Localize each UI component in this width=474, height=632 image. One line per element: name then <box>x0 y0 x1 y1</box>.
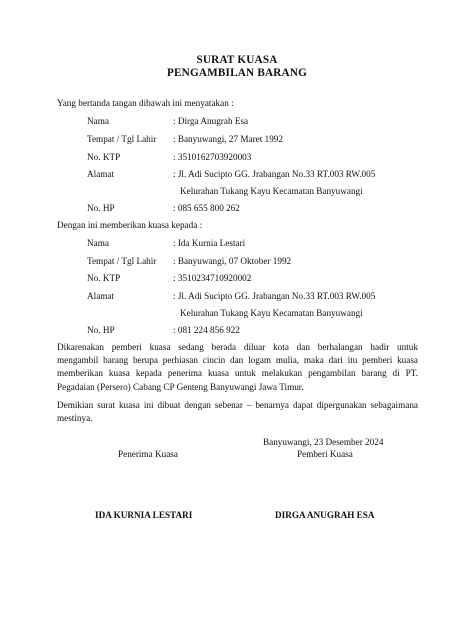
grantee-name-label: Nama <box>87 238 109 248</box>
grantee-address-value: : Jl. Adi Sucipto GG. Jrabangan No.33 RT.003 RW.005 <box>173 291 376 301</box>
body-p2-line: mestinya. <box>57 413 93 424</box>
body-p1-line: Pegadaian (Persero) Cabang CP Genteng Banyuwangi Jawa Timur. <box>57 381 304 392</box>
grantor-birth-value: : Banyuwangi, 27 Maret 1992 <box>173 134 283 144</box>
grantor-name-value: : Dirga Anugrah Esa <box>173 116 249 126</box>
grantee-phone-value: : 081 224 856 922 <box>173 325 240 335</box>
body-p2-line: Demikian surat kuasa ini dibuat dengan sebenar – benarnya dapat dipergunakan sebagaimana <box>57 400 418 410</box>
grantor-ktp-label: No. KTP <box>87 152 121 162</box>
grantor-phone-value: : 085 655 800 262 <box>173 203 240 213</box>
intro2-text: Dengan ini memberikan kuasa kepada : <box>57 220 203 230</box>
body-paragraph-1 <box>57 341 418 394</box>
grantee-address-value-2: Kelurahan Tukang Kayu Kecamatan Banyuwangi <box>180 308 363 318</box>
grantee-address-label: Alamat <box>87 291 115 301</box>
grantor-birth-label: Tempat / Tgl Lahir <box>87 134 157 144</box>
grantor-address-value: : Jl. Adi Sucipto GG. Jrabangan No.33 RT.003 RW.005 <box>173 169 376 179</box>
intro-text: Yang bertanda tangan dibawah ini menyatakan : <box>57 98 234 108</box>
body-p1-line: memberikan kuasa kepada penerima kuasa untuk melakukan pengambilan barang di PT. <box>57 368 418 379</box>
body-paragraph-2 <box>57 399 418 425</box>
grantee-birth-value: : Banyuwangi, 07 Oktober 1992 <box>173 256 292 266</box>
receiver-name: IDA KURNIA LESTARI <box>95 510 193 520</box>
grantee-birth-label: Tempat / Tgl Lahir <box>87 256 157 266</box>
grantor-name-label: Nama <box>87 116 109 126</box>
body-p1-line: Dikarenakan pemberi kuasa sedang berada diluar kota dan berhalangan hadir untuk <box>57 342 418 352</box>
grantor-address-label: Alamat <box>87 169 115 179</box>
place-date: Banyuwangi, 23 Desember 2024 <box>263 437 384 447</box>
grantor-address-value-2: Kelurahan Tukang Kayu Kecamatan Banyuwangi <box>180 186 363 196</box>
body-p1-line: mengambil barang berupa perhiasan cincin dan logam mulia, maka dari itu pemberi kuasa <box>57 355 418 366</box>
grantor-phone-label: No. HP <box>87 203 115 213</box>
receiver-label: Penerima Kuasa <box>118 449 178 459</box>
giver-name: DIRGA ANUGRAH ESA <box>275 510 375 520</box>
grantee-phone-label: No. HP <box>87 325 115 335</box>
grantee-ktp-value: : 3510234710920002 <box>173 273 252 283</box>
grantee-name-value: : Ida Kurnia Lestari <box>173 238 246 248</box>
giver-label: Pemberi Kuasa <box>297 449 353 459</box>
title-line-1: SURAT KUASA <box>196 54 278 66</box>
grantor-ktp-value: : 3510162703920003 <box>173 152 252 162</box>
grantee-ktp-label: No. KTP <box>87 273 121 283</box>
title-line-2: PENGAMBILAN BARANG <box>166 67 308 79</box>
